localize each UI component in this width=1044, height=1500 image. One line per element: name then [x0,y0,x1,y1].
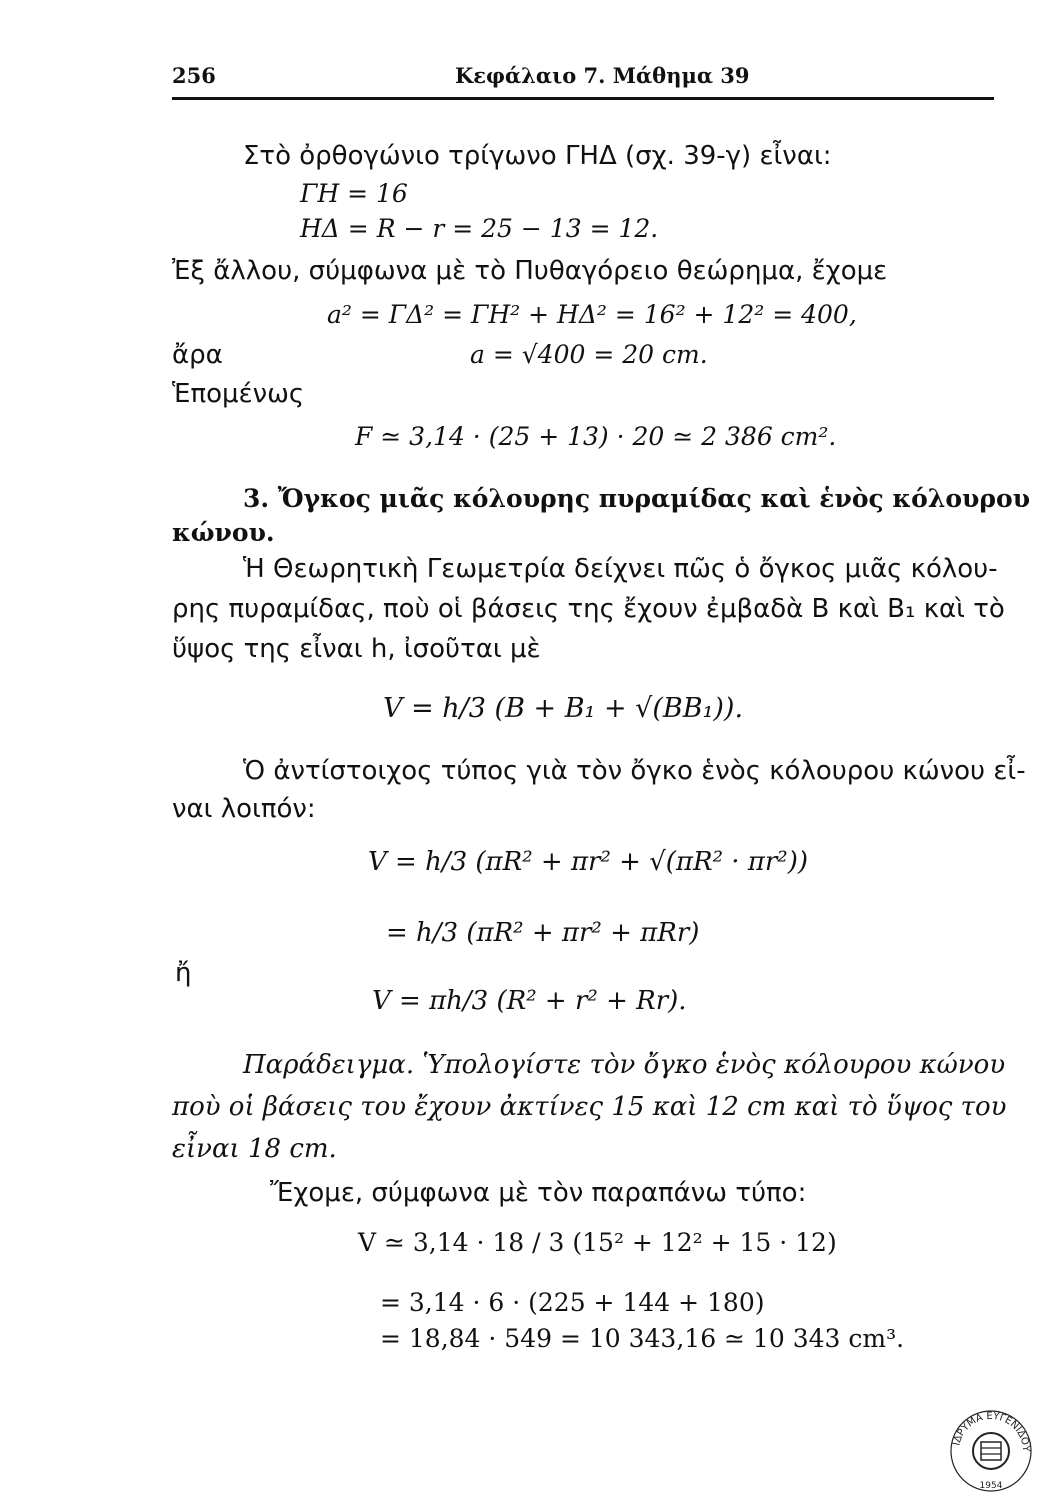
paragraph-pyramid-line2: ρης πυραμίδας, ποὺ οἱ βάσεις της ἔχουν ἐμβαδὰ B καὶ B₁ καὶ τὸ [172,594,1005,624]
section-heading: 3. Ὄγκος μιᾶς κόλουρης πυραμίδας καὶ ἑνὸς κόλουρου [243,484,1031,513]
paragraph-intro: Στὸ ὀρθογώνιο τρίγωνο ΓΗΔ (σχ. 39-γ) εἶναι: [243,141,832,171]
equation-gh: ΓΗ = 16 [300,179,408,208]
svg-text:1954: 1954 [979,1481,1003,1491]
foundation-seal-icon [948,1408,1034,1494]
paragraph-pythagorean: Ἐξ ἄλλου, σύμφωνα μὲ τὸ Πυθαγόρειο θεώρημα, ἔχομε [172,256,888,286]
formula-cone-3: V = πh/3 (R² + r² + Rr). [372,986,687,1016]
equation-a: a = √400 = 20 cm. [470,340,708,369]
paragraph-pyramid-line1: Ἡ Θεωρητικὴ Γεωμετρία δείχνει πῶς ὁ ὄγκος μιᾶς κόλου- [243,554,998,584]
header-rule [172,97,994,100]
paragraph-pyramid-line3: ὕψος της εἶναι h, ἰσοῦται μὲ [172,634,541,664]
example-line2: ποὺ οἱ βάσεις του ἔχουν ἀκτίνες 15 καὶ 12 cm καὶ τὸ ὕψος του [172,1092,1007,1122]
paragraph-cone-line2: ναι λοιπόν: [172,794,316,824]
page-number: 256 [172,63,216,88]
section-heading-cont: κώνου. [172,518,275,547]
calculation-line3: = 18,84 · 549 = 10 343,16 ≃ 10 343 cm³. [380,1324,905,1353]
equation-f: F ≃ 3,14 · (25 + 13) · 20 ≃ 2 386 cm². [355,422,837,451]
paragraph-cone-line1: Ὁ ἀντίστοιχος τύπος γιὰ τὸν ὄγκο ἑνὸς κόλουρου κώνου εἶ- [243,756,1026,786]
chapter-lesson-header: Κεφάλαιο 7. Μάθημα 39 [455,63,750,88]
example-line1: Παράδειγμα. Ὑπολογίστε τὸν ὄγκο ἑνὸς κόλουρου κώνου [243,1050,1006,1080]
svg-text:ΙΔΡΥΜΑ ΕΥΓΕΝΙΔΟΥ: ΙΔΡΥΜΑ ΕΥΓΕΝΙΔΟΥ [951,1410,1032,1453]
equation-hd: ΗΔ = R − r = 25 − 13 = 12. [300,214,659,243]
i-label: ἤ [175,958,192,988]
ara-label: ἄρα [172,340,223,370]
formula-cone-2: = h/3 (πR² + πr² + πRr) [386,918,700,948]
solution-intro: Ἔχομε, σύμφωνα μὲ τὸν παραπάνω τύπο: [270,1178,807,1208]
formula-cone-1: V = h/3 (πR² + πr² + √(πR² · πr²)) [368,847,809,877]
calculation-line1: V ≃ 3,14 · 18 / 3 (15² + 12² + 15 · 12) [358,1228,837,1257]
formula-frustum-pyramid: V = h/3 (B + B₁ + √(BB₁)). [383,693,744,724]
epomenos-label: Ἑπομένως [172,379,305,409]
equation-a-squared: a² = ΓΔ² = ΓΗ² + ΗΔ² = 16² + 12² = 400, [327,300,857,329]
calculation-line2: = 3,14 · 6 · (225 + 144 + 180) [380,1288,765,1317]
example-line3: εἶναι 18 cm. [172,1134,337,1164]
